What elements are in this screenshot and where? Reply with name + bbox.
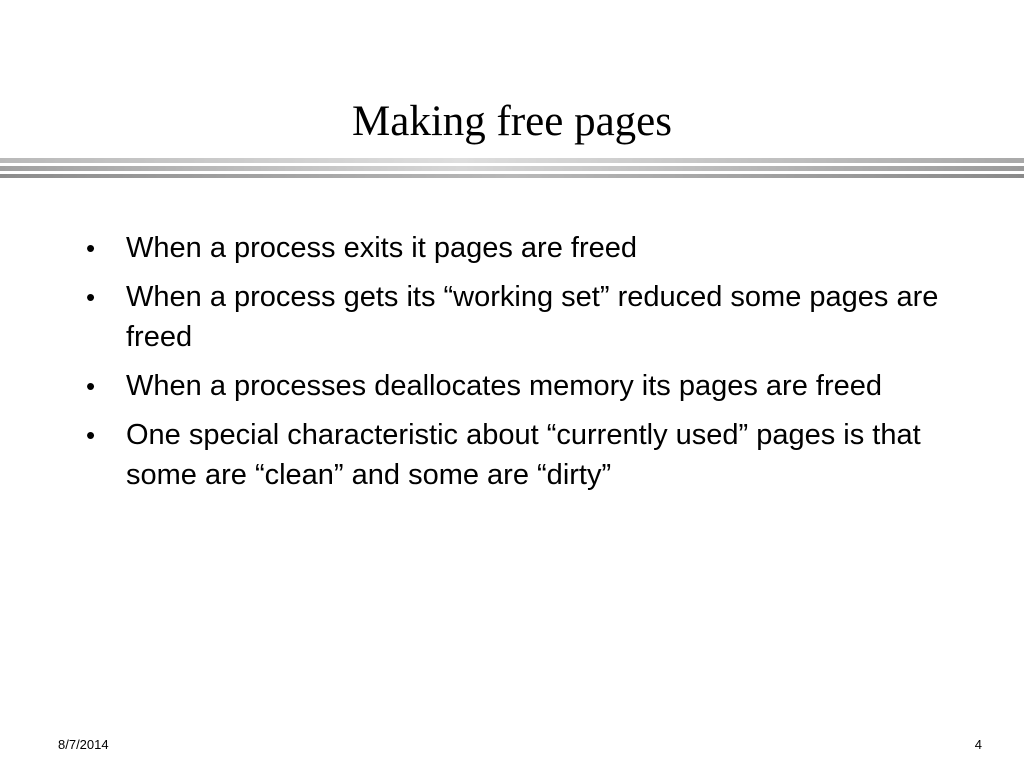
title-divider-line — [0, 158, 1024, 163]
footer-page-number: 4 — [974, 737, 982, 752]
bullet-icon: • — [86, 233, 96, 263]
slide-title: Making free pages — [352, 98, 672, 145]
bullet-item — [84, 277, 944, 357]
bullet-item — [84, 415, 944, 495]
bullet-text: When a processes deallocates memory its pages are freed — [126, 370, 882, 402]
bullet-item — [84, 228, 944, 268]
footer-date: 8/7/2014 — [58, 737, 109, 752]
bullet-item — [84, 366, 944, 406]
bullet-icon: • — [86, 282, 96, 312]
bullet-icon: • — [86, 420, 96, 450]
bullet-text: When a process exits it pages are freed — [126, 232, 637, 264]
title-divider-line — [0, 166, 1024, 171]
bullet-list — [84, 228, 944, 504]
bullet-icon: • — [86, 371, 96, 401]
bullet-text: When a process gets its “working set” reduced some pages are freed — [126, 281, 939, 353]
bullet-text: One special characteristic about “currently used” pages is that some are “clean” and some are “dirty” — [126, 419, 921, 491]
title-divider-line — [0, 174, 1024, 178]
